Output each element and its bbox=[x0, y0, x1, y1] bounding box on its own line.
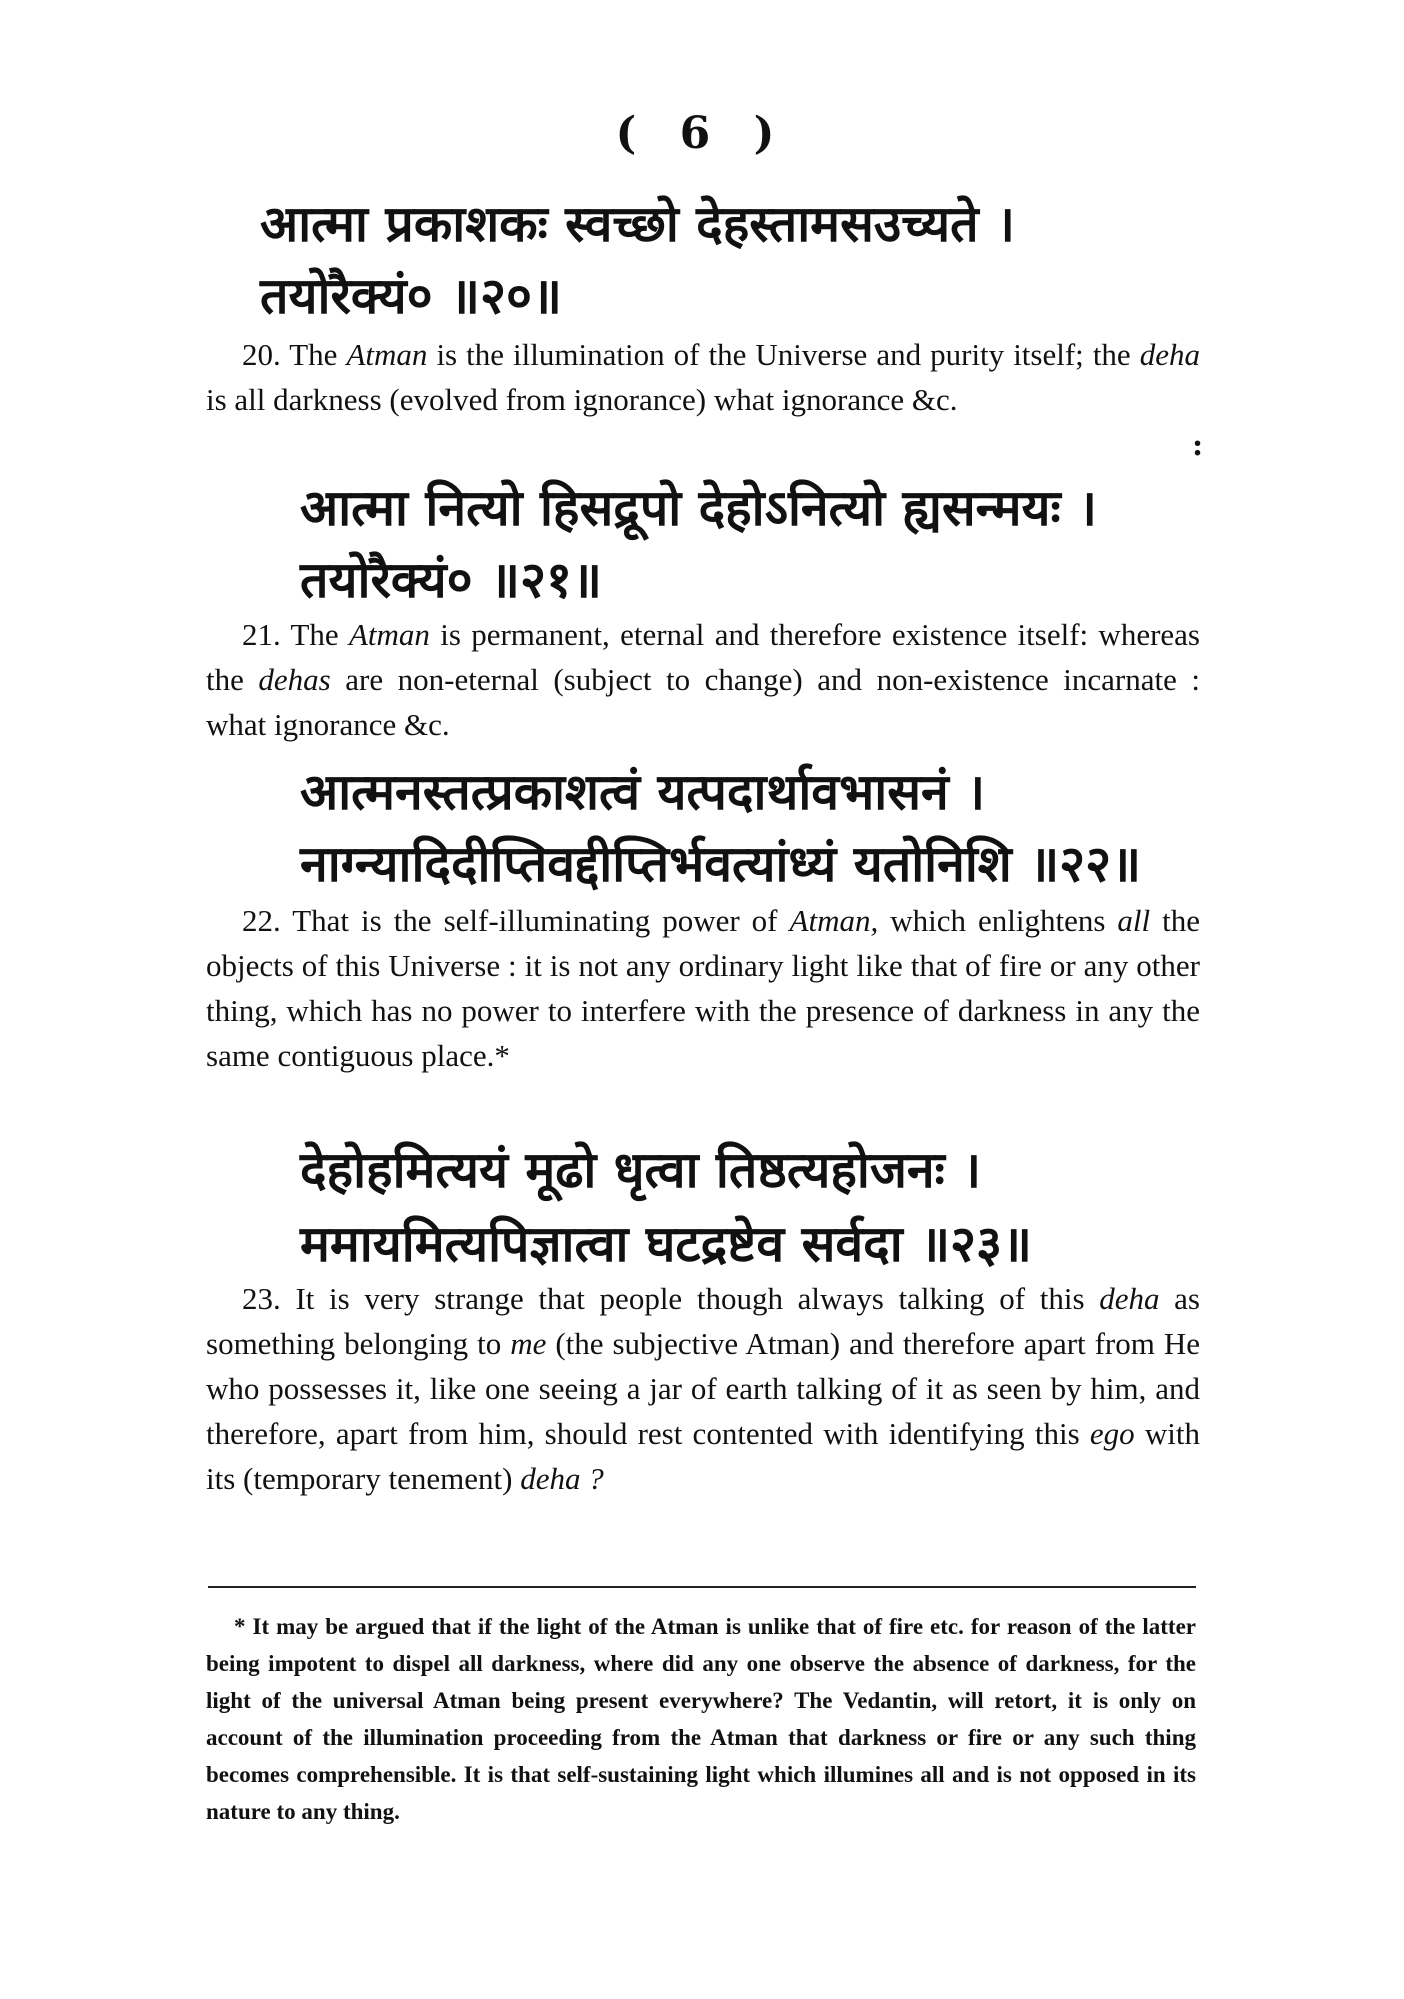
italic-term: Atman, bbox=[789, 903, 879, 938]
verse-20-line-1: आत्मा प्रकाशकः स्वच्छो देहस्तामसउच्यते । bbox=[260, 195, 1015, 253]
paragraph-number: 20. bbox=[242, 337, 281, 372]
italic-term: deha bbox=[1139, 337, 1200, 372]
paragraph-number: 22. bbox=[242, 903, 281, 938]
verse-23-line-2: ममायमित्यपिज्ञात्वा घटद्रष्टेव सर्वदा ॥२३॥ bbox=[300, 1215, 1032, 1273]
paragraph-22: 22. That is the self-illuminating power of Atman, which enlightens all the objects of this Universe : it is not any ordinary light like that of fire or any other thing, which has no power to interfere with the presence of darkness in any the same contiguous place.* bbox=[206, 903, 1201, 1073]
italic-term: deha bbox=[1099, 1281, 1160, 1316]
verse-22-line-2: नाग्न्यादिदीप्तिवद्दीप्तिर्भवत्यांध्यं यतोनिशि ॥२२॥ bbox=[300, 835, 1142, 893]
verse-23-line-1: देहोहमित्ययं मूढो धृत्वा तिष्ठत्यहोजनः । bbox=[300, 1141, 982, 1199]
verse-21-line-2: तयोरैक्यं० ॥२१॥ bbox=[300, 551, 602, 609]
verse-22-line-1: आत्मनस्तत्प्रकाशत्वं यत्पदार्थावभासनं । bbox=[300, 763, 986, 821]
italic-term: Atman bbox=[346, 337, 428, 372]
footnote-divider bbox=[208, 1586, 1196, 1588]
verse-21-line-1: आत्मा नित्यो हिसद्रूपो देहोऽनित्यो ह्यसन्मयः । bbox=[300, 479, 1097, 537]
paragraph-21: 21. The Atman is permanent, eternal and therefore existence itself: whereas the dehas are non-eternal (subject to change) and non-existence incarnate : what ignorance &c. bbox=[206, 617, 1201, 742]
footnote-mark: * bbox=[234, 1614, 246, 1639]
footnote-text: It may be argued that if the light of the Atman is unlike that of fire etc. for reason of the latter being impotent to dispel all darkness, where did any one observe the absence of darkness, for the light of the universal Atman being present everywhere? The Vedantin, will retort, it is only on account of the illumination proceeding from the Atman that darkness or fire or any such thing becomes comprehensible. It is that self-sustaining light which illumines all and is not opposed in its nature to any thing. bbox=[206, 1614, 1197, 1824]
paragraph-number: 23. bbox=[242, 1281, 281, 1316]
verse-20-line-2: तयोरैक्यं० ॥२०॥ bbox=[260, 267, 562, 325]
paragraph-23: 23. It is very strange that people though always talking of this deha as something belonging to me (the subjective Atman) and therefore apart from He who possesses it, like one seeing a jar of earth talking of it as seen by him, and therefore, apart from him, should rest contented with identifying this ego with its (temporary tenement) deha ? bbox=[206, 1281, 1200, 1496]
italic-term: all bbox=[1117, 903, 1151, 938]
margin-marker: : bbox=[1192, 428, 1204, 463]
italic-term: me bbox=[510, 1326, 547, 1361]
italic-term: ego bbox=[1089, 1416, 1135, 1451]
page-number: ( 6 ) bbox=[615, 108, 789, 159]
italic-term: dehas bbox=[258, 662, 331, 697]
footnote bbox=[206, 1608, 1196, 1830]
paragraph-20: 20. The Atman is the illumination of the Universe and purity itself; the deha is all darkness (evolved from ignorance) what ignorance &c. bbox=[206, 337, 1200, 417]
paragraph-number: 21. bbox=[242, 617, 281, 652]
italic-term: Atman bbox=[349, 617, 430, 652]
italic-term: deha ? bbox=[520, 1461, 604, 1496]
